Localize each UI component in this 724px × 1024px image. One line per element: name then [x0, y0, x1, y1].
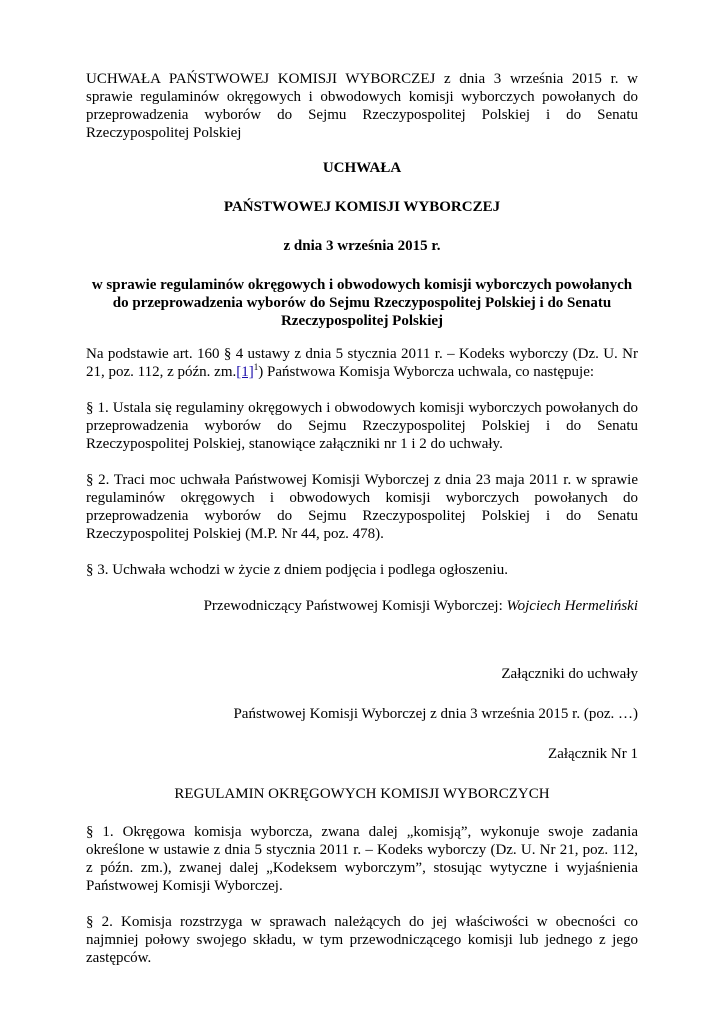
date-heading: z dnia 3 września 2015 r.	[283, 238, 441, 254]
paragraph-3: § 3. Uchwała wchodzi w życie z dniem podjęcia i podlega ogłoszeniu.	[86, 562, 508, 578]
annex-header-line1: Załączniki do uchwały	[501, 666, 638, 682]
preamble-text-after: ) Państwowa Komisja Wyborcza uchwala, co następuje:	[258, 364, 595, 380]
signature-name: Wojciech Hermeliński	[506, 598, 638, 614]
preamble-text-before: Na podstawie art. 160 § 4 ustawy z dnia 5 stycznia 2011 r. – Kodeks wyborczy (Dz. U. Nr 21, poz. 112, z późn. zm.	[86, 346, 638, 380]
paragraph-1: § 1. Ustala się regulaminy okręgowych i obwodowych komisji wyborczych powołanych do przeprowadzenia wyborów do Sejmu Rzeczypospolitej Polskiej i do Senatu Rzeczypospolitej Polskiej, stanowiące załączniki nr 1 i 2 do uchwały.	[86, 400, 638, 452]
subject-heading: w sprawie regulaminów okręgowych i obwodowych komisji wyborczych powołanych do przeprowadzenia wyborów do Sejmu Rzeczypospolitej Polskiej i do Senatu Rzeczypospolitej Polskiej	[91, 277, 633, 329]
signature-label: Przewodniczący Państwowej Komisji Wyborczej:	[203, 598, 507, 614]
document-page	[86, 70, 638, 985]
footnote-marker: 1	[253, 362, 259, 372]
annex-title: REGULAMIN OKRĘGOWYCH KOMISJI WYBORCZYCH	[174, 786, 550, 802]
paragraph-2: § 2. Traci moc uchwała Państwowej Komisji Wyborczej z dnia 23 maja 2011 r. w sprawie regulaminów okręgowych i obwodowych komisji wyborczych powołanych do przeprowadzenia wyborów do Sejmu Rzeczypospolitej Polskiej i do Senatu Rzeczypospolitej Polskiej (M.P. Nr 44, poz. 478).	[86, 472, 638, 542]
footnote-link[interactable]: [1]	[236, 364, 254, 380]
annex-paragraph-2: § 2. Komisja rozstrzyga w sprawach należących do jej właściwości w obecności co najmniej połowy swojego składu, w tym przewodniczącego komisji lub jednego z jego zastępców.	[86, 914, 638, 966]
preamble	[86, 345, 638, 381]
document-intro-title: UCHWAŁA PAŃSTWOWEJ KOMISJI WYBORCZEJ z dnia 3 września 2015 r. w sprawie regulaminów okręgowych i obwodowych komisji wyborczych powołanych do przeprowadzenia wyborów do Sejmu Rzeczypospolitej Polskiej i do Senatu Rzeczypospolitej Polskiej	[86, 71, 638, 141]
resolution-heading: UCHWAŁA	[322, 160, 402, 176]
signature	[86, 597, 638, 615]
annex-paragraph-1: § 1. Okręgowa komisja wyborcza, zwana dalej „komisją”, wykonuje swoje zadania określone w ustawie z dnia 5 stycznia 2011 r. – Kodeks wyborczy (Dz. U. Nr 21, poz. 112, z późn. zm.), zwanej dalej „Kodeksem wyborczym”, stosując wytyczne i wyjaśnienia Państwowej Komisji Wyborczej.	[86, 824, 638, 894]
commission-heading: PAŃSTWOWEJ KOMISJI WYBORCZEJ	[223, 199, 501, 215]
annex-header-line2: Państwowej Komisji Wyborczej z dnia 3 września 2015 r. (poz. …)	[233, 706, 638, 722]
annex-number: Załącznik Nr 1	[548, 746, 638, 762]
